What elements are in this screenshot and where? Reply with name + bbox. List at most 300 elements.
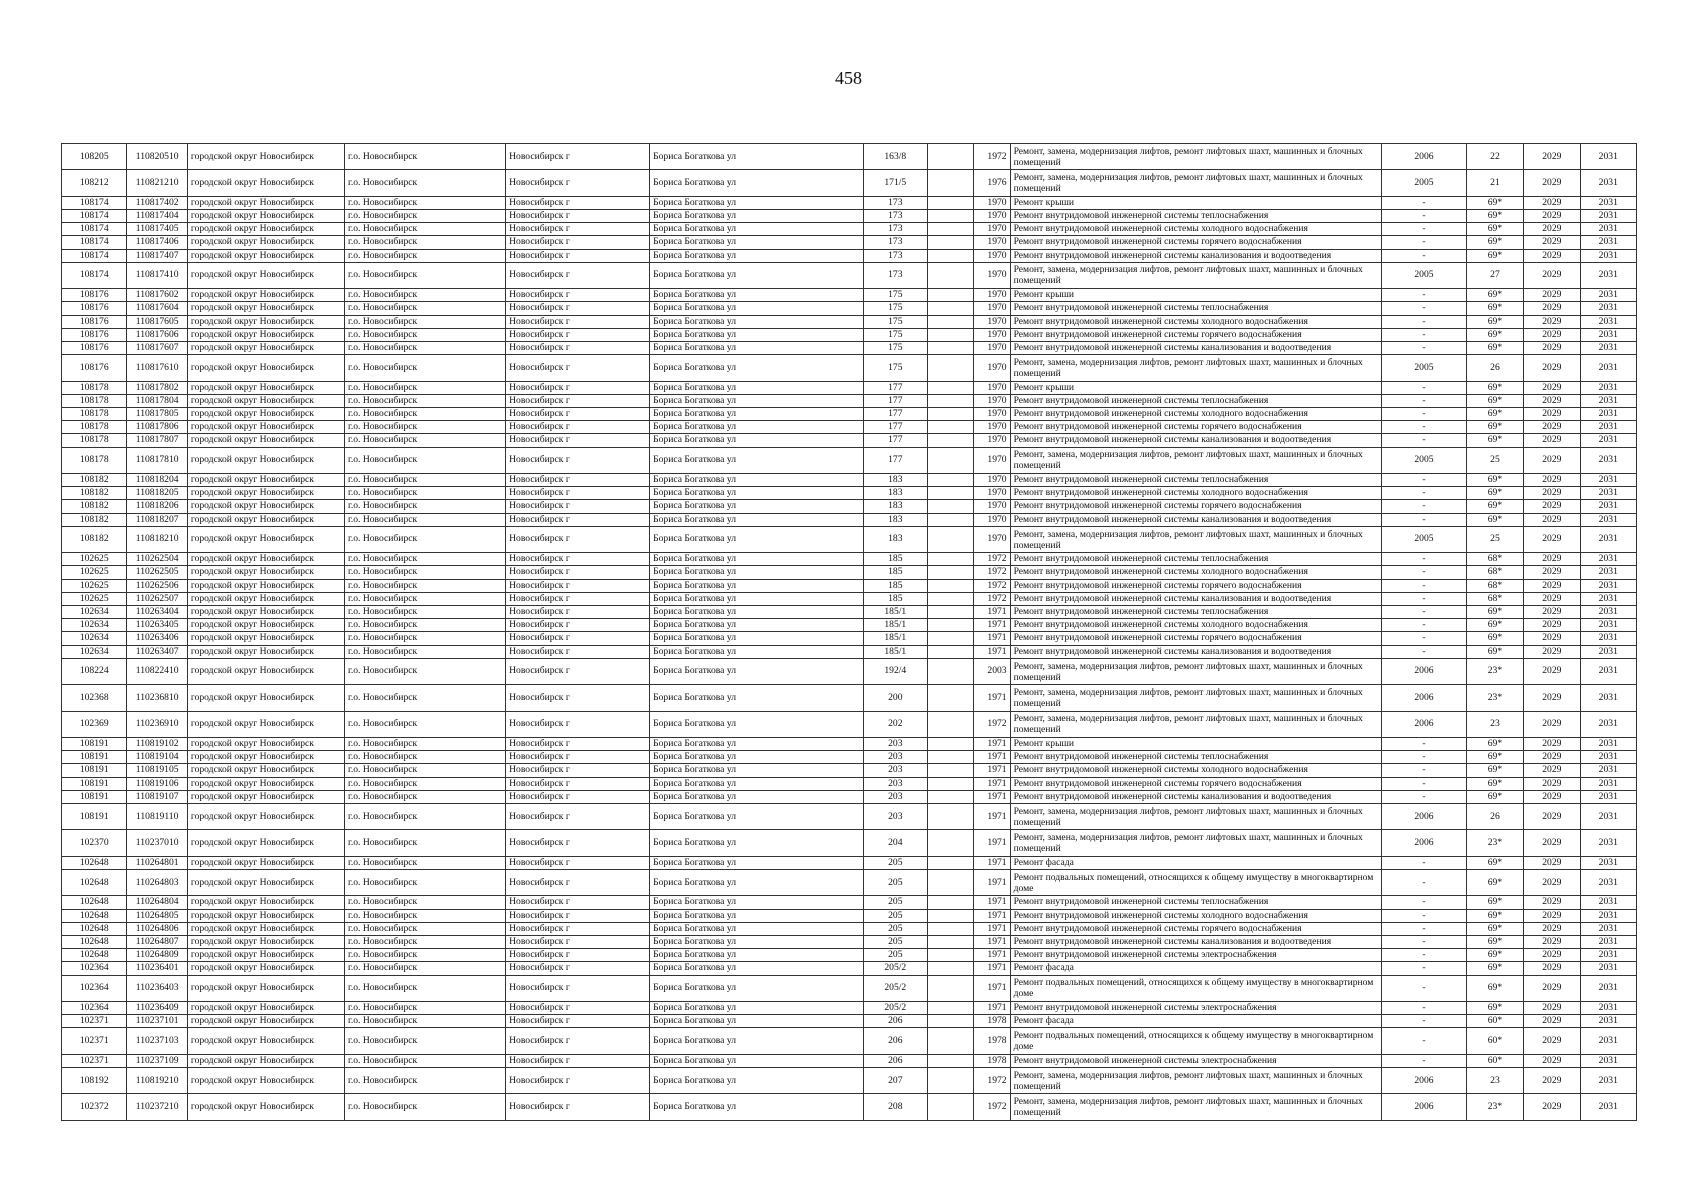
cell-plan-start: 2029 <box>1524 1094 1580 1120</box>
cell-municipality: городской округ Новосибирск <box>187 962 344 975</box>
cell-build-year: 1972 <box>974 592 1010 605</box>
cell-house-number: 175 <box>863 315 927 328</box>
cell-street: Бориса Богаткова ул <box>650 381 863 394</box>
cell-last-repair-year: 2006 <box>1382 658 1467 684</box>
cell-work-type: Ремонт внутридомовой инженерной системы канализования и водоотведения <box>1010 513 1382 526</box>
cell-build-year: 1970 <box>974 342 1010 355</box>
cell-plan-end: 2031 <box>1580 223 1636 236</box>
table-row <box>62 922 1637 935</box>
cell-empty <box>928 579 974 592</box>
cell-street: Бориса Богаткова ул <box>650 500 863 513</box>
cell-house-id: 108176 <box>62 302 127 315</box>
cell-work-type: Ремонт внутридомовой инженерной системы электроснабжения <box>1010 949 1382 962</box>
cell-wear: 69* <box>1466 962 1523 975</box>
cell-house-id: 108191 <box>62 764 127 777</box>
cell-house-id: 102625 <box>62 553 127 566</box>
cell-record-id: 110237109 <box>127 1054 187 1067</box>
cell-house-number: 205/2 <box>863 1002 927 1015</box>
cell-record-id: 110264809 <box>127 949 187 962</box>
cell-house-id: 108191 <box>62 777 127 790</box>
cell-locality: Новосибирск г <box>506 764 650 777</box>
cell-record-id: 110817405 <box>127 223 187 236</box>
cell-plan-end: 2031 <box>1580 658 1636 684</box>
cell-plan-end: 2031 <box>1580 394 1636 407</box>
cell-street: Бориса Богаткова ул <box>650 487 863 500</box>
cell-house-id: 108178 <box>62 394 127 407</box>
cell-plan-end: 2031 <box>1580 513 1636 526</box>
table-row <box>62 315 1637 328</box>
cell-work-type: Ремонт внутридомовой инженерной системы канализования и водоотведения <box>1010 790 1382 803</box>
cell-plan-start: 2029 <box>1524 328 1580 341</box>
cell-wear: 69* <box>1466 394 1523 407</box>
cell-last-repair-year: - <box>1382 606 1467 619</box>
cell-house-id: 102648 <box>62 922 127 935</box>
cell-last-repair-year: - <box>1382 962 1467 975</box>
cell-city-district: г.о. Новосибирск <box>344 1068 505 1094</box>
cell-locality: Новосибирск г <box>506 328 650 341</box>
cell-last-repair-year: - <box>1382 236 1467 249</box>
cell-house-number: 206 <box>863 1028 927 1054</box>
cell-work-type: Ремонт, замена, модернизация лифтов, ремонт лифтовых шахт, машинных и блочных помещений <box>1010 355 1382 381</box>
table-row <box>62 289 1637 302</box>
cell-municipality: городской округ Новосибирск <box>187 474 344 487</box>
cell-build-year: 1971 <box>974 949 1010 962</box>
table-row <box>62 1068 1637 1094</box>
cell-wear: 69* <box>1466 408 1523 421</box>
cell-work-type: Ремонт внутридомовой инженерной системы электроснабжения <box>1010 1054 1382 1067</box>
table-row <box>62 328 1637 341</box>
cell-house-number: 203 <box>863 804 927 830</box>
cell-work-type: Ремонт крыши <box>1010 289 1382 302</box>
cell-plan-start: 2029 <box>1524 526 1580 552</box>
cell-record-id: 110263407 <box>127 645 187 658</box>
cell-locality: Новосибирск г <box>506 658 650 684</box>
cell-last-repair-year: - <box>1382 381 1467 394</box>
cell-street: Бориса Богаткова ул <box>650 606 863 619</box>
cell-empty <box>928 302 974 315</box>
cell-last-repair-year: - <box>1382 949 1467 962</box>
cell-plan-start: 2029 <box>1524 949 1580 962</box>
cell-empty <box>928 1002 974 1015</box>
cell-empty <box>928 804 974 830</box>
cell-wear: 23* <box>1466 830 1523 856</box>
cell-last-repair-year: - <box>1382 474 1467 487</box>
cell-plan-end: 2031 <box>1580 922 1636 935</box>
cell-city-district: г.о. Новосибирск <box>344 328 505 341</box>
cell-record-id: 110237010 <box>127 830 187 856</box>
cell-plan-start: 2029 <box>1524 408 1580 421</box>
cell-house-id: 108174 <box>62 196 127 209</box>
cell-city-district: г.о. Новосибирск <box>344 922 505 935</box>
cell-house-number: 177 <box>863 408 927 421</box>
cell-build-year: 1971 <box>974 804 1010 830</box>
cell-street: Бориса Богаткова ул <box>650 342 863 355</box>
cell-work-type: Ремонт фасада <box>1010 1015 1382 1028</box>
cell-plan-end: 2031 <box>1580 144 1636 170</box>
cell-last-repair-year: - <box>1382 790 1467 803</box>
cell-house-number: 205 <box>863 922 927 935</box>
cell-record-id: 110817410 <box>127 262 187 288</box>
cell-house-number: 175 <box>863 355 927 381</box>
cell-city-district: г.о. Новосибирск <box>344 223 505 236</box>
cell-city-district: г.о. Новосибирск <box>344 909 505 922</box>
cell-work-type: Ремонт подвальных помещений, относящихся к общему имуществу в многоквартирном доме <box>1010 975 1382 1001</box>
cell-city-district: г.о. Новосибирск <box>344 830 505 856</box>
table-row <box>62 738 1637 751</box>
cell-empty <box>928 777 974 790</box>
cell-locality: Новосибирск г <box>506 975 650 1001</box>
cell-empty <box>928 764 974 777</box>
cell-wear: 69* <box>1466 870 1523 896</box>
cell-street: Бориса Богаткова ул <box>650 408 863 421</box>
cell-locality: Новосибирск г <box>506 870 650 896</box>
cell-wear: 68* <box>1466 592 1523 605</box>
table-row <box>62 209 1637 222</box>
cell-record-id: 110817602 <box>127 289 187 302</box>
cell-build-year: 1971 <box>974 962 1010 975</box>
cell-build-year: 1971 <box>974 764 1010 777</box>
cell-work-type: Ремонт внутридомовой инженерной системы теплоснабжения <box>1010 553 1382 566</box>
cell-last-repair-year: - <box>1382 249 1467 262</box>
cell-plan-end: 2031 <box>1580 777 1636 790</box>
cell-wear: 69* <box>1466 936 1523 949</box>
cell-record-id: 110264806 <box>127 922 187 935</box>
cell-plan-end: 2031 <box>1580 751 1636 764</box>
cell-plan-start: 2029 <box>1524 1068 1580 1094</box>
table-row <box>62 447 1637 473</box>
page-number: 458 <box>835 68 862 88</box>
cell-empty <box>928 249 974 262</box>
cell-house-number: 205 <box>863 936 927 949</box>
cell-locality: Новосибирск г <box>506 553 650 566</box>
cell-plan-end: 2031 <box>1580 619 1636 632</box>
cell-wear: 69* <box>1466 328 1523 341</box>
cell-build-year: 1970 <box>974 209 1010 222</box>
cell-house-id: 102648 <box>62 870 127 896</box>
cell-city-district: г.о. Новосибирск <box>344 553 505 566</box>
cell-municipality: городской округ Новосибирск <box>187 579 344 592</box>
cell-work-type: Ремонт внутридомовой инженерной системы теплоснабжения <box>1010 209 1382 222</box>
cell-record-id: 110819104 <box>127 751 187 764</box>
cell-wear: 68* <box>1466 579 1523 592</box>
cell-last-repair-year: - <box>1382 645 1467 658</box>
cell-plan-start: 2029 <box>1524 196 1580 209</box>
cell-municipality: городской округ Новосибирск <box>187 144 344 170</box>
cell-wear: 22 <box>1466 144 1523 170</box>
cell-house-number: 203 <box>863 738 927 751</box>
cell-record-id: 110264807 <box>127 936 187 949</box>
cell-empty <box>928 144 974 170</box>
cell-plan-end: 2031 <box>1580 645 1636 658</box>
cell-last-repair-year: - <box>1382 1002 1467 1015</box>
cell-record-id: 110264804 <box>127 896 187 909</box>
cell-last-repair-year: 2006 <box>1382 711 1467 737</box>
cell-wear: 69* <box>1466 196 1523 209</box>
cell-empty <box>928 922 974 935</box>
cell-build-year: 1972 <box>974 579 1010 592</box>
cell-plan-end: 2031 <box>1580 566 1636 579</box>
cell-plan-end: 2031 <box>1580 579 1636 592</box>
cell-house-id: 108176 <box>62 289 127 302</box>
cell-record-id: 110819106 <box>127 777 187 790</box>
cell-locality: Новосибирск г <box>506 526 650 552</box>
cell-locality: Новосибирск г <box>506 606 650 619</box>
cell-house-id: 102370 <box>62 830 127 856</box>
cell-record-id: 110264803 <box>127 870 187 896</box>
cell-empty <box>928 711 974 737</box>
cell-wear: 23* <box>1466 685 1523 711</box>
cell-house-id: 108178 <box>62 421 127 434</box>
cell-wear: 23* <box>1466 658 1523 684</box>
cell-empty <box>928 223 974 236</box>
cell-municipality: городской округ Новосибирск <box>187 592 344 605</box>
table-row <box>62 487 1637 500</box>
table-row <box>62 645 1637 658</box>
cell-house-number: 205 <box>863 909 927 922</box>
cell-city-district: г.о. Новосибирск <box>344 170 505 196</box>
cell-street: Бориса Богаткова ул <box>650 1015 863 1028</box>
cell-street: Бориса Богаткова ул <box>650 632 863 645</box>
table-row <box>62 685 1637 711</box>
cell-house-number: 175 <box>863 342 927 355</box>
cell-build-year: 1971 <box>974 975 1010 1001</box>
cell-city-district: г.о. Новосибирск <box>344 513 505 526</box>
cell-municipality: городской округ Новосибирск <box>187 764 344 777</box>
cell-house-number: 200 <box>863 685 927 711</box>
table-row <box>62 764 1637 777</box>
cell-locality: Новосибирск г <box>506 249 650 262</box>
cell-build-year: 1971 <box>974 936 1010 949</box>
cell-last-repair-year: - <box>1382 870 1467 896</box>
cell-build-year: 1971 <box>974 1002 1010 1015</box>
cell-house-id: 108176 <box>62 328 127 341</box>
cell-plan-end: 2031 <box>1580 474 1636 487</box>
cell-city-district: г.о. Новосибирск <box>344 144 505 170</box>
cell-work-type: Ремонт внутридомовой инженерной системы теплоснабжения <box>1010 606 1382 619</box>
cell-plan-start: 2029 <box>1524 619 1580 632</box>
cell-wear: 25 <box>1466 447 1523 473</box>
cell-city-district: г.о. Новосибирск <box>344 777 505 790</box>
cell-last-repair-year: - <box>1382 975 1467 1001</box>
cell-street: Бориса Богаткова ул <box>650 975 863 1001</box>
cell-plan-end: 2031 <box>1580 830 1636 856</box>
cell-street: Бориса Богаткова ул <box>650 566 863 579</box>
cell-plan-start: 2029 <box>1524 751 1580 764</box>
cell-work-type: Ремонт внутридомовой инженерной системы канализования и водоотведения <box>1010 434 1382 447</box>
cell-plan-end: 2031 <box>1580 1054 1636 1067</box>
cell-house-number: 185/1 <box>863 632 927 645</box>
cell-municipality: городской округ Новосибирск <box>187 262 344 288</box>
cell-record-id: 110818205 <box>127 487 187 500</box>
cell-locality: Новосибирск г <box>506 315 650 328</box>
cell-house-number: 175 <box>863 328 927 341</box>
cell-municipality: городской округ Новосибирск <box>187 1068 344 1094</box>
cell-plan-end: 2031 <box>1580 949 1636 962</box>
cell-house-id: 108174 <box>62 209 127 222</box>
cell-work-type: Ремонт, замена, модернизация лифтов, ремонт лифтовых шахт, машинных и блочных помещений <box>1010 685 1382 711</box>
cell-municipality: городской округ Новосибирск <box>187 302 344 315</box>
cell-plan-end: 2031 <box>1580 632 1636 645</box>
cell-plan-end: 2031 <box>1580 289 1636 302</box>
cell-house-number: 208 <box>863 1094 927 1120</box>
cell-wear: 69* <box>1466 342 1523 355</box>
cell-build-year: 1972 <box>974 553 1010 566</box>
cell-city-district: г.о. Новосибирск <box>344 936 505 949</box>
cell-house-id: 108178 <box>62 447 127 473</box>
cell-build-year: 1971 <box>974 645 1010 658</box>
cell-house-id: 102634 <box>62 645 127 658</box>
cell-house-number: 204 <box>863 830 927 856</box>
cell-work-type: Ремонт, замена, модернизация лифтов, ремонт лифтовых шахт, машинных и блочных помещений <box>1010 658 1382 684</box>
cell-wear: 69* <box>1466 751 1523 764</box>
cell-house-id: 108212 <box>62 170 127 196</box>
cell-build-year: 1971 <box>974 751 1010 764</box>
cell-empty <box>928 632 974 645</box>
cell-city-district: г.о. Новосибирск <box>344 658 505 684</box>
cell-empty <box>928 962 974 975</box>
cell-house-id: 102648 <box>62 856 127 869</box>
cell-house-number: 173 <box>863 223 927 236</box>
cell-house-id: 108191 <box>62 804 127 830</box>
cell-last-repair-year: - <box>1382 936 1467 949</box>
table-row <box>62 342 1637 355</box>
table-row <box>62 790 1637 803</box>
cell-locality: Новосибирск г <box>506 632 650 645</box>
cell-city-district: г.о. Новосибирск <box>344 804 505 830</box>
cell-last-repair-year: - <box>1382 632 1467 645</box>
cell-city-district: г.о. Новосибирск <box>344 896 505 909</box>
cell-house-number: 205 <box>863 856 927 869</box>
cell-work-type: Ремонт внутридомовой инженерной системы холодного водоснабжения <box>1010 566 1382 579</box>
cell-plan-end: 2031 <box>1580 434 1636 447</box>
cell-build-year: 1978 <box>974 1028 1010 1054</box>
cell-build-year: 1976 <box>974 170 1010 196</box>
cell-record-id: 110817806 <box>127 421 187 434</box>
cell-municipality: городской округ Новосибирск <box>187 1094 344 1120</box>
cell-plan-start: 2029 <box>1524 1028 1580 1054</box>
cell-record-id: 110237210 <box>127 1094 187 1120</box>
cell-wear: 69* <box>1466 909 1523 922</box>
cell-record-id: 110817407 <box>127 249 187 262</box>
cell-plan-start: 2029 <box>1524 144 1580 170</box>
cell-municipality: городской округ Новосибирск <box>187 500 344 513</box>
cell-last-repair-year: - <box>1382 302 1467 315</box>
cell-wear: 69* <box>1466 645 1523 658</box>
cell-municipality: городской округ Новосибирск <box>187 751 344 764</box>
cell-empty <box>928 209 974 222</box>
cell-house-number: 183 <box>863 474 927 487</box>
cell-street: Бориса Богаткова ул <box>650 315 863 328</box>
cell-street: Бориса Богаткова ул <box>650 1002 863 1015</box>
cell-empty <box>928 645 974 658</box>
cell-street: Бориса Богаткова ул <box>650 513 863 526</box>
cell-house-id: 102648 <box>62 909 127 922</box>
cell-city-district: г.о. Новосибирск <box>344 619 505 632</box>
cell-street: Бориса Богаткова ул <box>650 790 863 803</box>
cell-locality: Новосибирск г <box>506 777 650 790</box>
cell-city-district: г.о. Новосибирск <box>344 315 505 328</box>
cell-last-repair-year: - <box>1382 592 1467 605</box>
cell-street: Бориса Богаткова ул <box>650 209 863 222</box>
cell-wear: 27 <box>1466 262 1523 288</box>
cell-build-year: 1971 <box>974 856 1010 869</box>
cell-plan-start: 2029 <box>1524 355 1580 381</box>
cell-empty <box>928 447 974 473</box>
cell-house-id: 108174 <box>62 236 127 249</box>
cell-work-type: Ремонт, замена, модернизация лифтов, ремонт лифтовых шахт, машинных и блочных помещений <box>1010 262 1382 288</box>
cell-empty <box>928 236 974 249</box>
cell-work-type: Ремонт подвальных помещений, относящихся к общему имуществу в многоквартирном доме <box>1010 870 1382 896</box>
table-row <box>62 856 1637 869</box>
cell-street: Бориса Богаткова ул <box>650 474 863 487</box>
cell-last-repair-year: 2006 <box>1382 1094 1467 1120</box>
cell-house-number: 177 <box>863 381 927 394</box>
cell-house-id: 102364 <box>62 975 127 1001</box>
cell-wear: 25 <box>1466 526 1523 552</box>
cell-municipality: городской округ Новосибирск <box>187 355 344 381</box>
cell-record-id: 110817804 <box>127 394 187 407</box>
cell-last-repair-year: - <box>1382 896 1467 909</box>
cell-record-id: 110817404 <box>127 209 187 222</box>
cell-city-district: г.о. Новосибирск <box>344 408 505 421</box>
cell-plan-end: 2031 <box>1580 381 1636 394</box>
cell-empty <box>928 896 974 909</box>
cell-work-type: Ремонт, замена, модернизация лифтов, ремонт лифтовых шахт, машинных и блочных помещений <box>1010 830 1382 856</box>
cell-plan-end: 2031 <box>1580 764 1636 777</box>
cell-house-id: 102648 <box>62 936 127 949</box>
cell-record-id: 110819210 <box>127 1068 187 1094</box>
cell-last-repair-year: 2006 <box>1382 830 1467 856</box>
cell-wear: 69* <box>1466 381 1523 394</box>
cell-city-district: г.о. Новосибирск <box>344 474 505 487</box>
cell-work-type: Ремонт, замена, модернизация лифтов, ремонт лифтовых шахт, машинных и блочных помещений <box>1010 447 1382 473</box>
cell-locality: Новосибирск г <box>506 804 650 830</box>
cell-locality: Новосибирск г <box>506 1028 650 1054</box>
cell-street: Бориса Богаткова ул <box>650 447 863 473</box>
cell-last-repair-year: - <box>1382 342 1467 355</box>
cell-empty <box>928 592 974 605</box>
cell-city-district: г.о. Новосибирск <box>344 975 505 1001</box>
table-row <box>62 962 1637 975</box>
cell-record-id: 110817807 <box>127 434 187 447</box>
cell-wear: 69* <box>1466 619 1523 632</box>
cell-wear: 69* <box>1466 896 1523 909</box>
table-row <box>62 804 1637 830</box>
cell-empty <box>928 355 974 381</box>
cell-city-district: г.о. Новосибирск <box>344 421 505 434</box>
cell-empty <box>928 830 974 856</box>
cell-plan-start: 2029 <box>1524 962 1580 975</box>
cell-record-id: 110237101 <box>127 1015 187 1028</box>
cell-house-id: 108174 <box>62 249 127 262</box>
cell-work-type: Ремонт внутридомовой инженерной системы теплоснабжения <box>1010 394 1382 407</box>
cell-wear: 60* <box>1466 1015 1523 1028</box>
cell-work-type: Ремонт внутридомовой инженерной системы теплоснабжения <box>1010 474 1382 487</box>
cell-build-year: 1970 <box>974 302 1010 315</box>
cell-last-repair-year: - <box>1382 579 1467 592</box>
cell-house-number: 183 <box>863 526 927 552</box>
cell-city-district: г.о. Новосибирск <box>344 579 505 592</box>
cell-record-id: 110818207 <box>127 513 187 526</box>
cell-locality: Новосибирск г <box>506 751 650 764</box>
table-row <box>62 526 1637 552</box>
cell-municipality: городской округ Новосибирск <box>187 632 344 645</box>
cell-city-district: г.о. Новосибирск <box>344 711 505 737</box>
cell-wear: 69* <box>1466 236 1523 249</box>
cell-record-id: 110264801 <box>127 856 187 869</box>
cell-house-id: 102634 <box>62 619 127 632</box>
table-row <box>62 236 1637 249</box>
